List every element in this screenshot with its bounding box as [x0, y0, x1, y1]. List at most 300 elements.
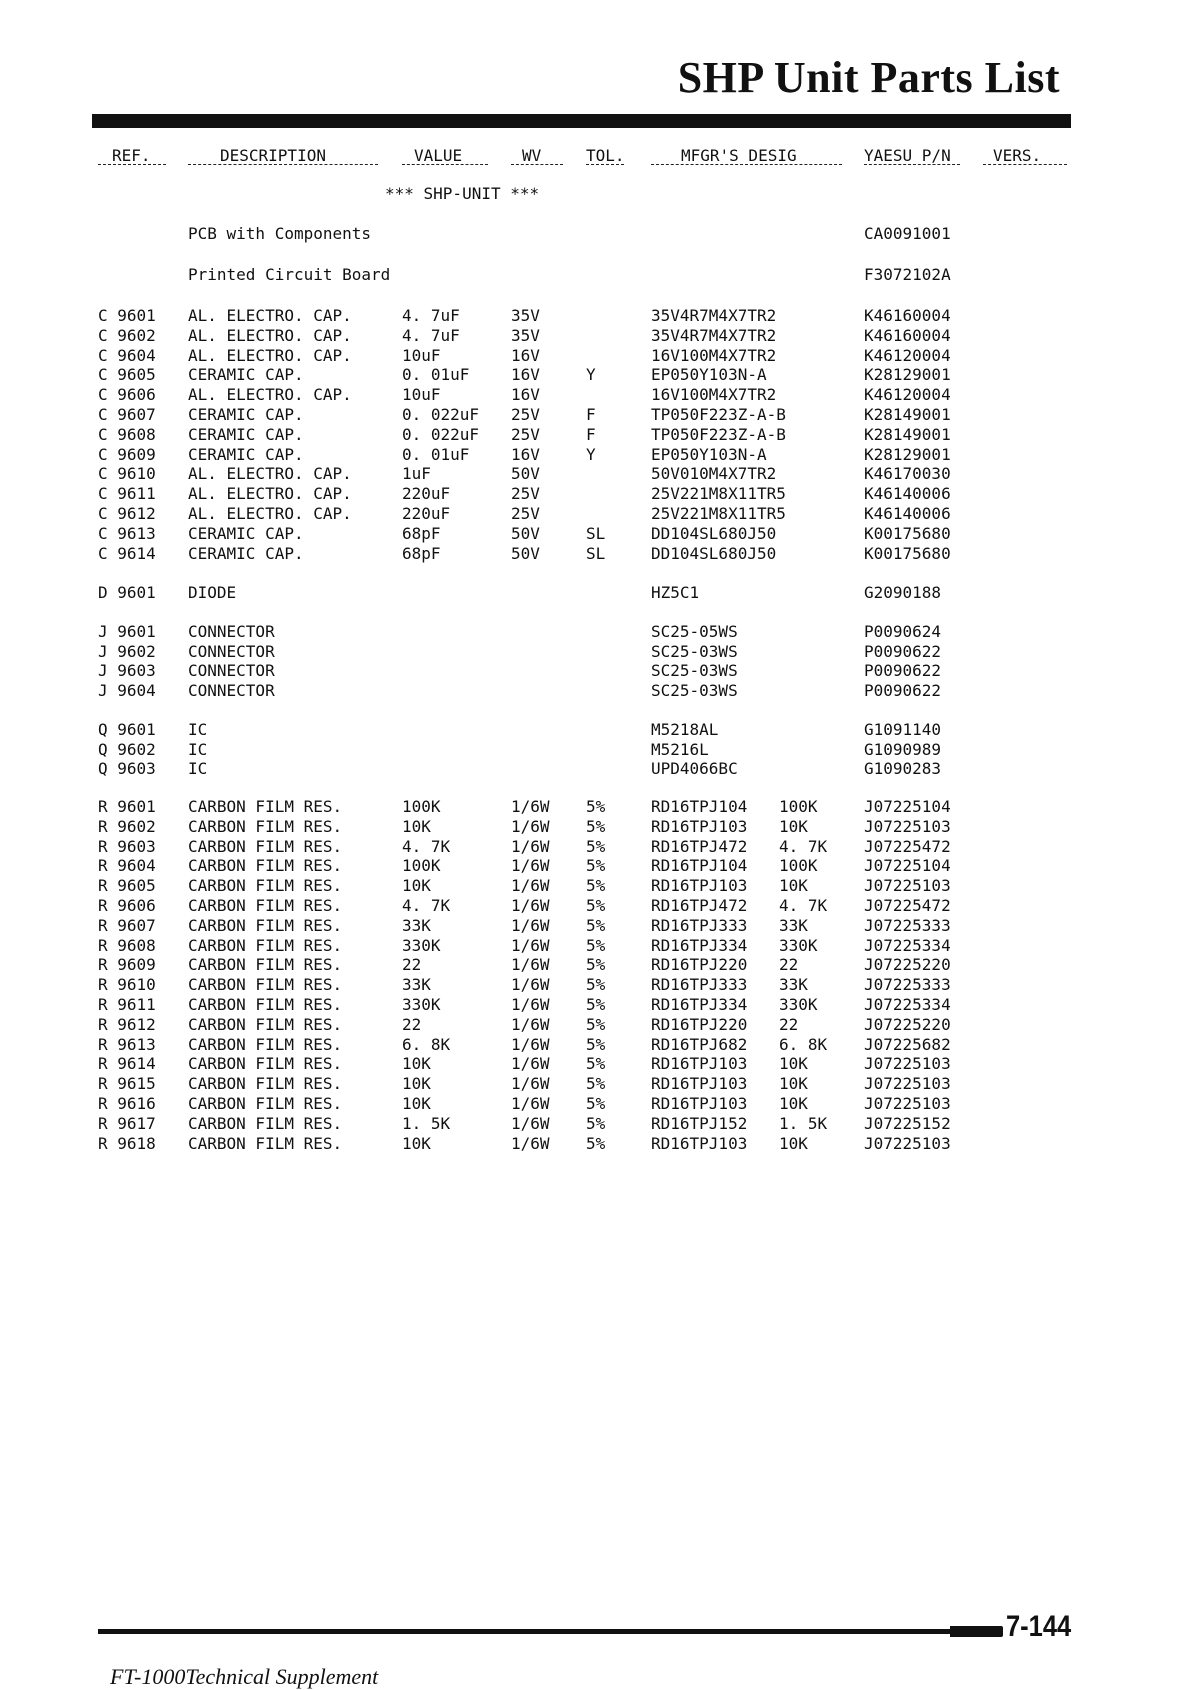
- value-cell: 10K: [402, 1054, 431, 1074]
- yaesu-pn-cell: K00175680: [864, 543, 951, 563]
- tol-cell: 5%: [586, 896, 606, 915]
- mfgr-desig-cell: DD104SL680J50: [651, 543, 777, 563]
- table-row: [0, 916, 1190, 936]
- mfgr-desig-cell: RD16TPJ104: [651, 797, 748, 816]
- yaesu-pn-cell: J07225472: [864, 896, 951, 915]
- table-row: [0, 1015, 1190, 1035]
- table-row: [0, 405, 1190, 425]
- mfgr-desig-cell: RD16TPJ472: [651, 896, 748, 915]
- mfgr-desig-cell: SC25-05WS: [651, 622, 738, 641]
- wv-cell: 1/6W: [511, 1074, 550, 1094]
- mfgr-desig-cell: RD16TPJ472: [651, 836, 748, 856]
- yaesu-pn-cell: J07225472: [864, 836, 951, 856]
- underline-description: [188, 164, 378, 165]
- description-cell: CARBON FILM RES.: [188, 1034, 343, 1054]
- yaesu-pn-cell: J07225333: [864, 975, 951, 995]
- mfgr-desig-cell: 35V4R7M4X7TR2: [651, 325, 777, 345]
- wv-cell: 25V: [511, 504, 540, 523]
- description-cell: PCB with Components: [188, 224, 372, 243]
- table-row: [0, 1054, 1190, 1074]
- wv-cell: 1/6W: [511, 955, 550, 975]
- description-cell: IC: [188, 720, 208, 739]
- yaesu-pn-cell: K46120004: [864, 385, 951, 405]
- description-cell: DIODE: [188, 583, 237, 602]
- footer-rule: [98, 1629, 1003, 1634]
- table-row: [0, 365, 1190, 385]
- col-header-yaesu-pn: YAESU P/N: [864, 146, 951, 165]
- underline-wv: [511, 164, 563, 165]
- wv-cell: 16V: [511, 385, 540, 405]
- wv-cell: 50V: [511, 523, 540, 543]
- description-cell: CONNECTOR: [188, 680, 275, 700]
- col-header-mfgr: MFGR'S DESIG: [681, 146, 797, 165]
- table-row: [0, 583, 1190, 603]
- mfgr-desig-cell: 50V010M4X7TR2: [651, 464, 777, 484]
- description-cell: Printed Circuit Board: [188, 265, 391, 284]
- yaesu-pn-cell: K46160004: [864, 306, 951, 325]
- mfgr-desig-cell: RD16TPJ103: [651, 876, 748, 896]
- tol-cell: 5%: [586, 1133, 606, 1153]
- underline-mfgr: [651, 164, 842, 165]
- value-cell: 220uF: [402, 484, 451, 504]
- page-title: SHP Unit Parts List: [677, 53, 1060, 102]
- ref-cell: R 9616: [98, 1094, 156, 1113]
- yaesu-pn-cell: G1090283: [864, 759, 942, 779]
- table-row: [0, 484, 1190, 504]
- tol-cell: 5%: [586, 1074, 606, 1094]
- wv-cell: 25V: [511, 424, 540, 444]
- yaesu-pn-cell: P0090622: [864, 661, 942, 681]
- tol-cell: 5%: [586, 836, 606, 856]
- description-cell: CERAMIC CAP.: [188, 444, 304, 464]
- description-cell: CONNECTOR: [188, 661, 275, 681]
- description-cell: CARBON FILM RES.: [188, 1133, 343, 1153]
- description-cell: CONNECTOR: [188, 622, 275, 641]
- description-cell: AL. ELECTRO. CAP.: [188, 325, 352, 345]
- ref-cell: C 9609: [98, 444, 156, 464]
- ref-cell: R 9608: [98, 935, 156, 955]
- mfgr-value-cell: 100K: [779, 856, 818, 876]
- wv-cell: 35V: [511, 325, 540, 345]
- table-row: [0, 936, 1190, 956]
- value-cell: 1. 5K: [402, 1113, 451, 1133]
- tol-cell: 5%: [586, 1113, 606, 1133]
- description-cell: CARBON FILM RES.: [188, 816, 343, 836]
- col-header-description: DESCRIPTION: [220, 146, 326, 165]
- description-cell: AL. ELECTRO. CAP.: [188, 464, 352, 484]
- yaesu-pn-cell: J07225682: [864, 1034, 951, 1054]
- ref-cell: Q 9603: [98, 759, 156, 779]
- wv-cell: 25V: [511, 405, 540, 424]
- section-title: *** SHP-UNIT ***: [385, 184, 540, 203]
- wv-cell: 1/6W: [511, 1034, 550, 1054]
- yaesu-pn-cell: K46140006: [864, 484, 951, 504]
- table-row: [0, 661, 1190, 681]
- yaesu-pn-cell: J07225103: [864, 1054, 951, 1074]
- description-cell: IC: [188, 739, 208, 759]
- value-cell: 330K: [402, 995, 441, 1014]
- ref-cell: R 9611: [98, 995, 156, 1014]
- description-cell: CARBON FILM RES.: [188, 836, 343, 856]
- mfgr-desig-cell: RD16TPJ682: [651, 1034, 748, 1054]
- mfgr-value-cell: 22: [779, 955, 799, 975]
- yaesu-pn-cell: J07225334: [864, 935, 951, 955]
- yaesu-pn-cell: J07225103: [864, 1133, 951, 1153]
- yaesu-pn-cell: K28129001: [864, 365, 951, 385]
- wv-cell: 1/6W: [511, 797, 550, 816]
- mfgr-value-cell: 4. 7K: [779, 836, 828, 856]
- value-cell: 22: [402, 955, 422, 975]
- yaesu-pn-cell: P0090622: [864, 680, 942, 700]
- table-row: [0, 326, 1190, 346]
- ref-cell: C 9601: [98, 306, 156, 325]
- value-cell: 220uF: [402, 504, 451, 523]
- mfgr-value-cell: 10K: [779, 1074, 808, 1094]
- description-cell: CARBON FILM RES.: [188, 935, 343, 955]
- description-cell: CARBON FILM RES.: [188, 876, 343, 896]
- value-cell: 0. 01uF: [402, 444, 470, 464]
- wv-cell: 35V: [511, 306, 540, 325]
- underline-yaesu-pn: [864, 164, 960, 165]
- mfgr-desig-cell: RD16TPJ104: [651, 856, 748, 876]
- mfgr-desig-cell: RD16TPJ103: [651, 1094, 748, 1113]
- table-row: [0, 856, 1190, 876]
- ref-cell: C 9610: [98, 464, 156, 484]
- col-header-ref: REF.: [112, 146, 151, 165]
- wv-cell: 1/6W: [511, 816, 550, 836]
- ref-cell: C 9611: [98, 484, 156, 504]
- wv-cell: 50V: [511, 543, 540, 563]
- description-cell: CERAMIC CAP.: [188, 424, 304, 444]
- mfgr-desig-cell: EP050Y103N-A: [651, 365, 767, 385]
- value-cell: 100K: [402, 797, 441, 816]
- table-row: [0, 265, 1190, 285]
- tol-cell: F: [586, 405, 596, 424]
- wv-cell: 1/6W: [511, 856, 550, 876]
- tol-cell: 5%: [586, 975, 606, 995]
- table-row: [0, 1094, 1190, 1114]
- ref-cell: R 9610: [98, 975, 156, 995]
- table-row: [0, 759, 1190, 779]
- value-cell: 0. 022uF: [402, 424, 480, 444]
- ref-cell: R 9605: [98, 876, 156, 896]
- yaesu-pn-cell: K00175680: [864, 523, 951, 543]
- table-row: [0, 876, 1190, 896]
- ref-cell: D 9601: [98, 583, 156, 602]
- table-row: [0, 306, 1190, 326]
- mfgr-desig-cell: RD16TPJ103: [651, 816, 748, 836]
- table-row: [0, 797, 1190, 817]
- mfgr-desig-cell: EP050Y103N-A: [651, 444, 767, 464]
- value-cell: 4. 7K: [402, 836, 451, 856]
- yaesu-pn-cell: J07225104: [864, 856, 951, 876]
- description-cell: CARBON FILM RES.: [188, 896, 343, 915]
- col-header-tol: TOL.: [586, 146, 625, 165]
- yaesu-pn-cell: J07225334: [864, 995, 951, 1014]
- mfgr-desig-cell: RD16TPJ103: [651, 1133, 748, 1153]
- table-row: [0, 955, 1190, 975]
- description-cell: CERAMIC CAP.: [188, 523, 304, 543]
- value-cell: 100K: [402, 856, 441, 876]
- wv-cell: 1/6W: [511, 1133, 550, 1153]
- yaesu-pn-cell: K46140006: [864, 504, 951, 523]
- mfgr-desig-cell: SC25-03WS: [651, 641, 738, 661]
- mfgr-desig-cell: M5216L: [651, 739, 709, 759]
- description-cell: CARBON FILM RES.: [188, 955, 343, 975]
- value-cell: 6. 8K: [402, 1034, 451, 1054]
- table-row: [0, 995, 1190, 1015]
- wv-cell: 50V: [511, 464, 540, 484]
- description-cell: IC: [188, 759, 208, 779]
- wv-cell: 1/6W: [511, 1113, 550, 1133]
- mfgr-desig-cell: RD16TPJ333: [651, 915, 748, 935]
- value-cell: 4. 7K: [402, 896, 451, 915]
- value-cell: 0. 01uF: [402, 365, 470, 385]
- ref-cell: C 9613: [98, 523, 156, 543]
- table-row: [0, 425, 1190, 445]
- ref-cell: R 9602: [98, 816, 156, 836]
- mfgr-desig-cell: SC25-03WS: [651, 680, 738, 700]
- yaesu-pn-cell: J07225103: [864, 876, 951, 896]
- footer-rule-end: [950, 1626, 1003, 1637]
- table-row: [0, 1114, 1190, 1134]
- description-cell: CARBON FILM RES.: [188, 1054, 343, 1074]
- ref-cell: C 9606: [98, 385, 156, 405]
- tol-cell: 5%: [586, 995, 606, 1014]
- description-cell: CARBON FILM RES.: [188, 1094, 343, 1113]
- tol-cell: 5%: [586, 915, 606, 935]
- tol-cell: 5%: [586, 935, 606, 955]
- mfgr-value-cell: 10K: [779, 876, 808, 896]
- tol-cell: 5%: [586, 1054, 606, 1074]
- mfgr-desig-cell: HZ5C1: [651, 583, 700, 602]
- ref-cell: R 9617: [98, 1113, 156, 1133]
- page-number: 7-144: [1006, 1610, 1072, 1643]
- description-cell: CARBON FILM RES.: [188, 915, 343, 935]
- description-cell: AL. ELECTRO. CAP.: [188, 504, 352, 523]
- description-cell: CERAMIC CAP.: [188, 365, 304, 385]
- tol-cell: 5%: [586, 1014, 606, 1034]
- description-cell: CARBON FILM RES.: [188, 856, 343, 876]
- tol-cell: Y: [586, 444, 596, 464]
- value-cell: 4. 7uF: [402, 325, 460, 345]
- ref-cell: J 9603: [98, 661, 156, 681]
- ref-cell: R 9612: [98, 1014, 156, 1034]
- mfgr-desig-cell: 16V100M4X7TR2: [651, 345, 777, 365]
- yaesu-pn-cell: J07225103: [864, 816, 951, 836]
- value-cell: 1uF: [402, 464, 431, 484]
- wv-cell: 1/6W: [511, 915, 550, 935]
- value-cell: 10uF: [402, 345, 441, 365]
- wv-cell: 1/6W: [511, 995, 550, 1014]
- mfgr-desig-cell: TP050F223Z-A-B: [651, 405, 786, 424]
- yaesu-pn-cell: K28149001: [864, 424, 951, 444]
- tol-cell: 5%: [586, 955, 606, 975]
- mfgr-desig-cell: RD16TPJ334: [651, 995, 748, 1014]
- table-row: [0, 544, 1190, 564]
- table-row: [0, 385, 1190, 405]
- yaesu-pn-cell: G2090188: [864, 583, 942, 602]
- wv-cell: 1/6W: [511, 896, 550, 915]
- value-cell: 0. 022uF: [402, 405, 480, 424]
- underline-tol: [586, 164, 624, 165]
- wv-cell: 16V: [511, 365, 540, 385]
- description-cell: AL. ELECTRO. CAP.: [188, 385, 352, 405]
- yaesu-pn-cell: K46160004: [864, 325, 951, 345]
- ref-cell: R 9604: [98, 856, 156, 876]
- tol-cell: SL: [586, 543, 606, 563]
- mfgr-desig-cell: RD16TPJ220: [651, 955, 748, 975]
- yaesu-pn-cell: J07225220: [864, 1014, 951, 1034]
- value-cell: 33K: [402, 975, 431, 995]
- tol-cell: 5%: [586, 876, 606, 896]
- tol-cell: Y: [586, 365, 596, 385]
- table-row: [0, 346, 1190, 366]
- description-cell: CARBON FILM RES.: [188, 975, 343, 995]
- mfgr-value-cell: 10K: [779, 1094, 808, 1113]
- yaesu-pn-cell: K46170030: [864, 464, 951, 484]
- yaesu-pn-cell: P0090622: [864, 641, 942, 661]
- table-row: [0, 642, 1190, 662]
- col-header-value: VALUE: [414, 146, 463, 165]
- ref-cell: J 9602: [98, 641, 156, 661]
- description-cell: CERAMIC CAP.: [188, 405, 304, 424]
- table-row: [0, 896, 1190, 916]
- mfgr-value-cell: 10K: [779, 816, 808, 836]
- description-cell: CARBON FILM RES.: [188, 1113, 343, 1133]
- tol-cell: 5%: [586, 816, 606, 836]
- ref-cell: R 9613: [98, 1034, 156, 1054]
- wv-cell: 1/6W: [511, 935, 550, 955]
- tol-cell: SL: [586, 523, 606, 543]
- yaesu-pn-cell: G1090989: [864, 739, 942, 759]
- table-row: [0, 1035, 1190, 1055]
- tol-cell: 5%: [586, 1034, 606, 1054]
- table-row: [0, 681, 1190, 701]
- wv-cell: 1/6W: [511, 1014, 550, 1034]
- mfgr-value-cell: 330K: [779, 995, 818, 1014]
- mfgr-desig-cell: RD16TPJ333: [651, 975, 748, 995]
- value-cell: 4. 7uF: [402, 306, 460, 325]
- value-cell: 330K: [402, 935, 441, 955]
- yaesu-pn-cell: J07225152: [864, 1113, 951, 1133]
- yaesu-pn-cell: CA0091001: [864, 224, 951, 243]
- yaesu-pn-cell: J07225103: [864, 1094, 951, 1113]
- table-row: [0, 740, 1190, 760]
- wv-cell: 1/6W: [511, 1094, 550, 1113]
- mfgr-value-cell: 33K: [779, 915, 808, 935]
- yaesu-pn-cell: G1091140: [864, 720, 942, 739]
- mfgr-desig-cell: TP050F223Z-A-B: [651, 424, 786, 444]
- table-row: [0, 464, 1190, 484]
- table-row: [0, 817, 1190, 837]
- value-cell: 10K: [402, 1074, 431, 1094]
- ref-cell: C 9602: [98, 325, 156, 345]
- ref-cell: R 9606: [98, 896, 156, 915]
- col-header-vers: VERS.: [993, 146, 1042, 165]
- ref-cell: C 9605: [98, 365, 156, 385]
- yaesu-pn-cell: J07225103: [864, 1074, 951, 1094]
- mfgr-value-cell: 10K: [779, 1133, 808, 1153]
- mfgr-desig-cell: RD16TPJ334: [651, 935, 748, 955]
- wv-cell: 16V: [511, 444, 540, 464]
- mfgr-value-cell: 100K: [779, 797, 818, 816]
- mfgr-value-cell: 1. 5K: [779, 1113, 828, 1133]
- ref-cell: R 9614: [98, 1054, 156, 1074]
- footer-text: FT-1000Technical Supplement: [110, 1664, 379, 1689]
- mfgr-desig-cell: RD16TPJ152: [651, 1113, 748, 1133]
- table-row: [0, 1074, 1190, 1094]
- description-cell: CARBON FILM RES.: [188, 1074, 343, 1094]
- ref-cell: Q 9602: [98, 739, 156, 759]
- ref-cell: C 9604: [98, 345, 156, 365]
- tol-cell: 5%: [586, 797, 606, 816]
- ref-cell: C 9614: [98, 543, 156, 563]
- underline-ref: [98, 164, 166, 165]
- table-row: [0, 504, 1190, 524]
- table-row: [0, 1134, 1190, 1154]
- description-cell: AL. ELECTRO. CAP.: [188, 345, 352, 365]
- yaesu-pn-cell: F3072102A: [864, 265, 951, 284]
- description-cell: AL. ELECTRO. CAP.: [188, 306, 352, 325]
- value-cell: 10K: [402, 816, 431, 836]
- description-cell: CARBON FILM RES.: [188, 1014, 343, 1034]
- mfgr-value-cell: 330K: [779, 935, 818, 955]
- title-rule: [92, 114, 1071, 128]
- table-row: [0, 975, 1190, 995]
- value-cell: 68pF: [402, 543, 441, 563]
- mfgr-desig-cell: RD16TPJ220: [651, 1014, 748, 1034]
- table-row: [0, 524, 1190, 544]
- mfgr-value-cell: 10K: [779, 1054, 808, 1074]
- wv-cell: 1/6W: [511, 975, 550, 995]
- ref-cell: J 9601: [98, 622, 156, 641]
- yaesu-pn-cell: J07225333: [864, 915, 951, 935]
- mfgr-desig-cell: SC25-03WS: [651, 661, 738, 681]
- value-cell: 10K: [402, 876, 431, 896]
- description-cell: CARBON FILM RES.: [188, 797, 343, 816]
- yaesu-pn-cell: K46120004: [864, 345, 951, 365]
- description-cell: CERAMIC CAP.: [188, 543, 304, 563]
- value-cell: 33K: [402, 915, 431, 935]
- value-cell: 10uF: [402, 385, 441, 405]
- mfgr-desig-cell: UPD4066BC: [651, 759, 738, 779]
- yaesu-pn-cell: P0090624: [864, 622, 942, 641]
- yaesu-pn-cell: K28129001: [864, 444, 951, 464]
- underline-vers: [983, 164, 1067, 165]
- mfgr-desig-cell: 16V100M4X7TR2: [651, 385, 777, 405]
- value-cell: 10K: [402, 1094, 431, 1113]
- ref-cell: C 9612: [98, 504, 156, 523]
- underline-value: [402, 164, 488, 165]
- table-row: [0, 720, 1190, 740]
- mfgr-desig-cell: M5218AL: [651, 720, 719, 739]
- ref-cell: R 9603: [98, 836, 156, 856]
- mfgr-desig-cell: 25V221M8X11TR5: [651, 504, 786, 523]
- mfgr-value-cell: 22: [779, 1014, 799, 1034]
- col-header-wv: WV: [522, 146, 542, 165]
- mfgr-desig-cell: 25V221M8X11TR5: [651, 484, 786, 504]
- description-cell: CONNECTOR: [188, 641, 275, 661]
- yaesu-pn-cell: J07225104: [864, 797, 951, 816]
- ref-cell: Q 9601: [98, 720, 156, 739]
- wv-cell: 1/6W: [511, 1054, 550, 1074]
- table-row: [0, 622, 1190, 642]
- ref-cell: R 9618: [98, 1133, 156, 1153]
- wv-cell: 1/6W: [511, 836, 550, 856]
- description-cell: CARBON FILM RES.: [188, 995, 343, 1014]
- ref-cell: R 9607: [98, 915, 156, 935]
